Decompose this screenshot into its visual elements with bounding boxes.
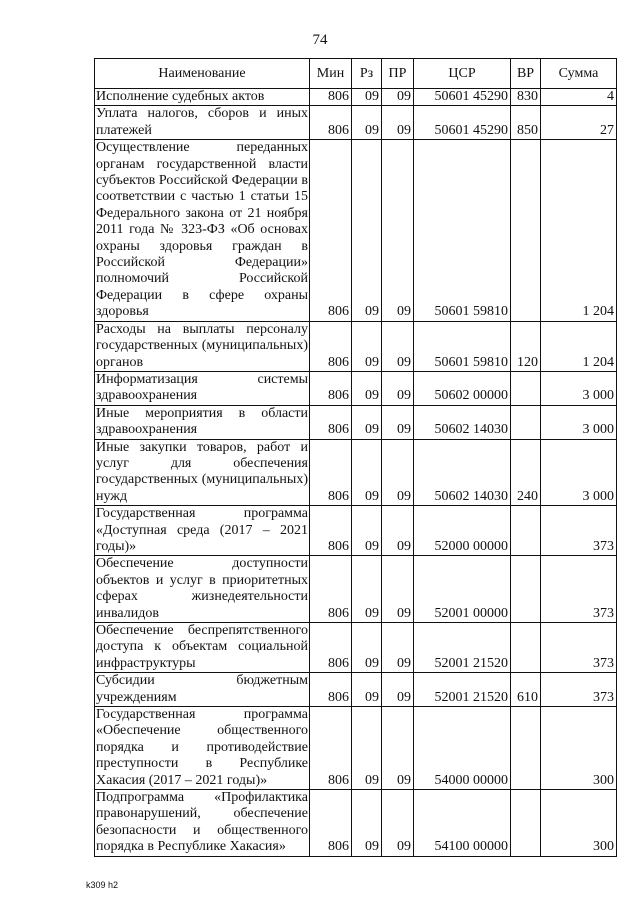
header-min: Мин (310, 59, 352, 89)
cell-min: 806 (310, 405, 352, 439)
cell-vr (511, 506, 541, 556)
cell-sum: 1 204 (541, 140, 617, 321)
cell-csr: 52000 00000 (414, 506, 511, 556)
budget-table (94, 58, 617, 857)
cell-csr: 50602 14030 (414, 405, 511, 439)
cell-pr: 09 (382, 405, 414, 439)
cell-pr: 09 (382, 106, 414, 140)
cell-vr: 850 (511, 106, 541, 140)
cell-vr (511, 140, 541, 321)
table-row (95, 321, 617, 371)
cell-vr (511, 371, 541, 405)
cell-name: Информатизация системы здравоохранения (96, 371, 308, 404)
cell-pr: 09 (382, 89, 414, 106)
cell-sum: 1 204 (541, 321, 617, 371)
cell-sum: 3 000 (541, 371, 617, 405)
cell-sum: 300 (541, 790, 617, 857)
cell-rz: 09 (352, 623, 382, 673)
cell-rz: 09 (352, 673, 382, 707)
cell-vr: 240 (511, 439, 541, 506)
cell-csr: 52001 00000 (414, 556, 511, 623)
table-row (95, 556, 617, 623)
cell-min: 806 (310, 556, 352, 623)
cell-pr: 09 (382, 556, 414, 623)
table-row (95, 673, 617, 707)
cell-sum: 27 (541, 106, 617, 140)
cell-min: 806 (310, 707, 352, 790)
table-row (95, 140, 617, 321)
cell-csr: 52001 21520 (414, 623, 511, 673)
table-row (95, 106, 617, 140)
footer-code: k309 h2 (86, 880, 119, 890)
cell-min: 806 (310, 506, 352, 556)
cell-name: Иные мероприятия в области здравоохранения (96, 405, 308, 438)
header-pr: ПР (382, 59, 414, 89)
cell-sum: 373 (541, 623, 617, 673)
cell-rz: 09 (352, 439, 382, 506)
cell-pr: 09 (382, 439, 414, 506)
cell-csr: 54100 00000 (414, 790, 511, 857)
cell-pr: 09 (382, 506, 414, 556)
cell-min: 806 (310, 321, 352, 371)
header-rz: Рз (352, 59, 382, 89)
cell-pr: 09 (382, 321, 414, 371)
cell-vr (511, 405, 541, 439)
table-header-row (95, 59, 617, 89)
cell-pr: 09 (382, 371, 414, 405)
cell-name: Осуществление переданных органам государственной власти субъектов Российской Федерации в соответствии с частью 1 статьи 15 Федерального закона от 21 ноября 2011 года № 323-ФЗ «Об основах охраны здоровья граждан в Российской Федерации» полномочий Российской Федерации в сфере охраны здоровья (96, 140, 308, 320)
cell-name: Субсидии бюджетным учреждениям (96, 673, 308, 705)
cell-min: 806 (310, 106, 352, 140)
table-row (95, 707, 617, 790)
cell-csr: 50601 45290 (414, 106, 511, 140)
cell-min: 806 (310, 371, 352, 405)
cell-vr: 830 (511, 89, 541, 106)
table-body (95, 89, 617, 857)
cell-rz: 09 (352, 506, 382, 556)
cell-min: 806 (310, 790, 352, 857)
cell-sum: 373 (541, 506, 617, 556)
table-row (95, 506, 617, 556)
cell-rz: 09 (352, 106, 382, 140)
cell-csr: 50601 59810 (414, 321, 511, 371)
cell-sum: 3 000 (541, 405, 617, 439)
header-vr: ВР (511, 59, 541, 89)
cell-min: 806 (310, 439, 352, 506)
cell-vr: 610 (511, 673, 541, 707)
table-row (95, 439, 617, 506)
cell-pr: 09 (382, 623, 414, 673)
cell-sum: 4 (541, 89, 617, 106)
cell-rz: 09 (352, 556, 382, 623)
table-row (95, 790, 617, 857)
cell-vr (511, 623, 541, 673)
cell-min: 806 (310, 673, 352, 707)
cell-sum: 3 000 (541, 439, 617, 506)
cell-rz: 09 (352, 790, 382, 857)
cell-name: Расходы на выплаты персоналу государственных (муниципальных) органов (96, 321, 308, 370)
table-row (95, 623, 617, 673)
cell-pr: 09 (382, 707, 414, 790)
cell-vr: 120 (511, 321, 541, 371)
cell-name: Уплата налогов, сборов и иных платежей (96, 106, 308, 138)
cell-rz: 09 (352, 89, 382, 106)
cell-csr: 50601 59810 (414, 140, 511, 321)
header-sum: Сумма (541, 59, 617, 89)
cell-name: Государственная программа «Обеспечение общественного порядка и противодействие преступности в Республике Хакасия (2017 – 2021 годы)» (96, 707, 308, 788)
cell-name: Обеспечение беспрепятственного доступа к объектам социальной инфраструктуры (96, 623, 308, 671)
cell-vr (511, 707, 541, 790)
table-row (95, 371, 617, 405)
cell-pr: 09 (382, 140, 414, 321)
cell-csr: 52001 21520 (414, 673, 511, 707)
cell-rz: 09 (352, 707, 382, 790)
cell-min: 806 (310, 623, 352, 673)
cell-name: Государственная программа «Доступная среда (2017 – 2021 годы)» (96, 506, 308, 554)
cell-csr: 50602 14030 (414, 439, 511, 506)
cell-rz: 09 (352, 405, 382, 439)
cell-pr: 09 (382, 673, 414, 707)
cell-name: Подпрограмма «Профилактика правонарушений, обеспечение безопасности и общественного порядка в Республике Хакасия» (96, 790, 308, 855)
header-csr: ЦСР (414, 59, 511, 89)
cell-csr: 50602 00000 (414, 371, 511, 405)
cell-vr (511, 790, 541, 857)
cell-rz: 09 (352, 321, 382, 371)
cell-name: Обеспечение доступности объектов и услуг в приоритетных сферах жизнедеятельности инвалидов (96, 556, 308, 621)
cell-rz: 09 (352, 140, 382, 321)
cell-min: 806 (310, 140, 352, 321)
cell-csr: 54000 00000 (414, 707, 511, 790)
cell-csr: 50601 45290 (414, 89, 511, 106)
table-row (95, 89, 617, 106)
cell-sum: 373 (541, 673, 617, 707)
table-row (95, 405, 617, 439)
cell-vr (511, 556, 541, 623)
page-number: 74 (312, 32, 328, 48)
cell-pr: 09 (382, 790, 414, 857)
cell-min: 806 (310, 89, 352, 106)
cell-name: Иные закупки товаров, работ и услуг для обеспечения государственных (муниципальных) нужд (96, 439, 308, 504)
cell-sum: 300 (541, 707, 617, 790)
cell-sum: 373 (541, 556, 617, 623)
cell-name: Исполнение судебных актов (95, 89, 310, 106)
header-name: Наименование (95, 59, 310, 89)
cell-rz: 09 (352, 371, 382, 405)
